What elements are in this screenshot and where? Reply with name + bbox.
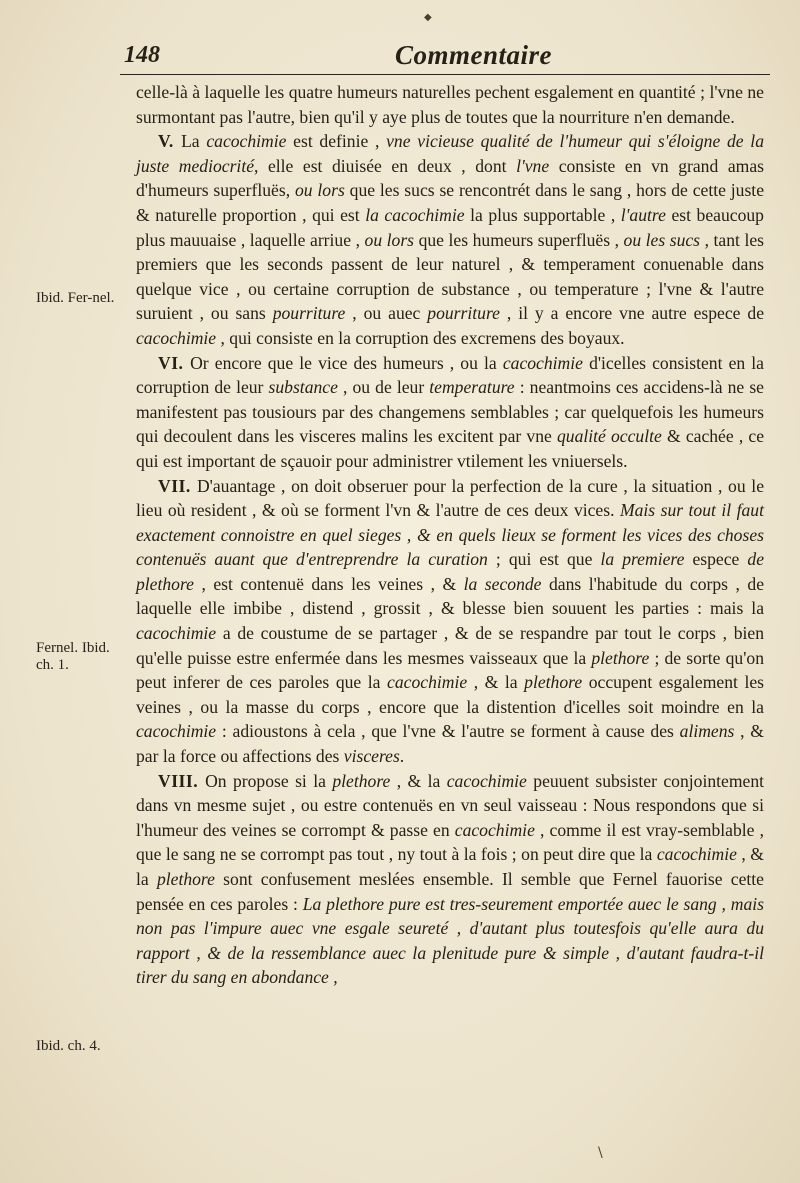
italic-run: qualité occulte <box>556 426 662 447</box>
catchword-mark: \ <box>598 1145 603 1161</box>
italic-run: cacochimie <box>206 131 287 152</box>
italic-run: cacochimie <box>502 352 583 373</box>
italic-run: Mais sur tout il faut exactement connoistre en quel sieges , & en quels lieux se forment les vices des choses contenuës auant que d'entreprendre la curation <box>136 500 764 570</box>
italic-run: cacochimie <box>387 672 468 693</box>
italic-run: plethore <box>524 672 583 693</box>
text-run: , & la <box>467 672 525 693</box>
text-run: que les humeurs superfluës , <box>414 229 624 250</box>
italic-run: l'vne <box>516 155 550 176</box>
page-header <box>120 40 770 80</box>
italic-run: plethore <box>332 770 391 791</box>
text-run: On propose si la <box>205 770 333 791</box>
text-run: , il y a encore vne autre espece de <box>499 303 764 324</box>
text-run: occupent esgalement les veines , ou la masse du corps , encore que la distention d'icelles soit moindre en la <box>136 672 765 717</box>
section-number: VIII. <box>158 770 206 791</box>
header-rule <box>120 74 770 75</box>
text-run: ; de sorte qu'on peut inferer de ces paroles que la <box>136 647 764 693</box>
italic-run: temperature <box>429 377 515 398</box>
text-run: , & la <box>136 844 764 889</box>
printer-mark: ◆ <box>424 12 432 23</box>
italic-run: alimens <box>679 721 735 742</box>
text-run: , elle est diuisée en deux , dont <box>254 155 517 176</box>
text-run: ; qui est que <box>487 549 601 570</box>
text-run: , ou auec <box>345 303 428 324</box>
text-run: & cachée , ce qui est important de sçauoir pour administrer vtilement les vniuersels. <box>136 426 765 471</box>
italic-run: vne vicieuse qualité de l'humeur qui s'éloigne de la juste mediocrité <box>136 131 764 176</box>
text-run: , & par la force ou affections des <box>136 721 764 767</box>
italic-run: cacochimie <box>454 819 535 840</box>
text-run: sont confusement meslées ensemble. Il semble que Fernel fauorise cette pensée en ces paroles : <box>136 869 764 914</box>
text-run: Or encore que le vice des humeurs , ou la <box>190 352 503 373</box>
text-run: dans l'habitude du corps , de laquelle elle imbibe , distend , grossit , & blesse bien souuent les parties : mais la <box>136 573 764 619</box>
text-run: : adioustons à cela , que l'vne & l'autre se forment à cause des <box>216 721 680 742</box>
text-run: consiste en vn grand amas d'humeurs superfluës, <box>136 155 764 201</box>
text-run: , tant les premiers que les seconds passent de leur naturel , & temperament conuenable dans quelque vice , ou certaine corruption de substance , ou temperature ; l'vne & l'autre suruient , ou sans <box>136 229 764 324</box>
section-number: V. <box>158 131 182 152</box>
italic-run: ou lors <box>364 229 415 250</box>
text-run: , ou de leur <box>337 377 430 398</box>
section-number: VI. <box>158 352 191 373</box>
running-title: Commentaire <box>395 40 553 70</box>
italic-run: cacochimie <box>656 844 737 865</box>
italic-run: plethore <box>591 647 650 668</box>
text-run: , comme il est vray-semblable , que le sang ne se corrompt pas tout , ny tout à la fois ; on peut dire que la <box>136 819 764 865</box>
text-run: espece <box>684 549 748 570</box>
text-run: a de coustume de se partager , & de se respandre par tout le corps , bien qu'elle puisse estre enfermée dans les mesmes vaisseaux que la <box>136 623 764 668</box>
margin-note-ibid-ch4: Ibid. ch. 4. <box>36 1038 101 1054</box>
italic-run: pourriture <box>427 303 500 324</box>
text-run: , qui consiste en la corruption des excremens des boyaux. <box>216 327 625 348</box>
italic-run: cacochimie <box>136 623 217 644</box>
italic-run: plethore <box>156 869 215 889</box>
italic-run: cacochimie <box>136 327 217 348</box>
italic-run: la premiere <box>600 549 685 570</box>
margin-note-fernel-ch1: Fernel. Ibid. ch. 1. <box>36 640 110 673</box>
text-run: que les sucs se rencontrét dans le sang , hors de cette juste & naturelle proportion , qui est <box>136 180 764 225</box>
text-run: : neantmoins ces accidens-là ne se manifestent pas tousiours par des changemens semblables ; car quelquefois les humeurs qui decoulent dans les visceres malins les excitent par vne <box>136 377 764 447</box>
italic-run: de plethore <box>136 549 765 594</box>
text-run: , est contenuë dans les veines , & <box>193 573 464 594</box>
paragraph-vi <box>136 351 764 474</box>
section-number: VII. <box>158 475 197 496</box>
paragraph-viii <box>136 769 764 990</box>
italic-run: la cacochimie <box>365 204 465 225</box>
italic-run: visceres <box>343 746 400 767</box>
text-run: est definie , <box>286 131 387 152</box>
paragraph-vii <box>136 474 764 769</box>
text-run: d'icelles consistent en la corruption de leur <box>136 352 764 398</box>
italic-run: ou les sucs <box>623 229 701 250</box>
italic-run: pourriture <box>272 303 346 324</box>
text-run: D'auantage , on doit obseruer pour la perfection de la cure , la situation , ou le lieu où resident , & où se forment l'vn & l'autre de ces deux vices. <box>136 475 765 521</box>
italic-run: l'autre <box>620 204 666 225</box>
text-run: la plus supportable , <box>464 204 621 225</box>
text-run: celle-là à laquelle les quatre humeurs naturelles pechent esgalement en quantité ; l'vne ne surmontant pas l'autre, bien qu'il y aye plus de toutes que la nourriture n'en demande. <box>136 82 764 127</box>
italic-run: ou lors <box>294 180 345 201</box>
text-run: peuuent subsister conjointement dans vn mesme sujet , ou estre contenuës en vn seul vaisseau : Nous respondons que si l'humeur des veines se corrompt & passe en <box>136 770 765 840</box>
text-run: . <box>399 746 405 767</box>
text-run: La <box>181 131 207 152</box>
text-run: , & la <box>390 770 447 791</box>
italic-run: la seconde <box>463 573 542 594</box>
italic-run: substance <box>268 377 338 398</box>
paragraph-v <box>136 129 764 350</box>
margin-note-ibid-fernel: Ibid. Fer-nel. <box>36 290 115 306</box>
text-run: est beaucoup plus mauuaise , laquelle arriue , <box>136 204 764 250</box>
italic-run: cacochimie <box>136 721 217 742</box>
italic-run: La plethore pure est tres-seurement emportée auec le sang , mais non pas l'impure auec vne esgale seureté , d'autant plus toutesfois qu'elle aura du rapport , & de la ressemblance auec la plenitude pure & simple , d'autant faudra-t-il tirer du sang en abondance , <box>136 893 764 988</box>
main-text <box>136 80 764 990</box>
page-number: 148 <box>124 42 160 68</box>
italic-run: cacochimie <box>446 770 527 791</box>
paragraph-continuation <box>136 80 764 129</box>
